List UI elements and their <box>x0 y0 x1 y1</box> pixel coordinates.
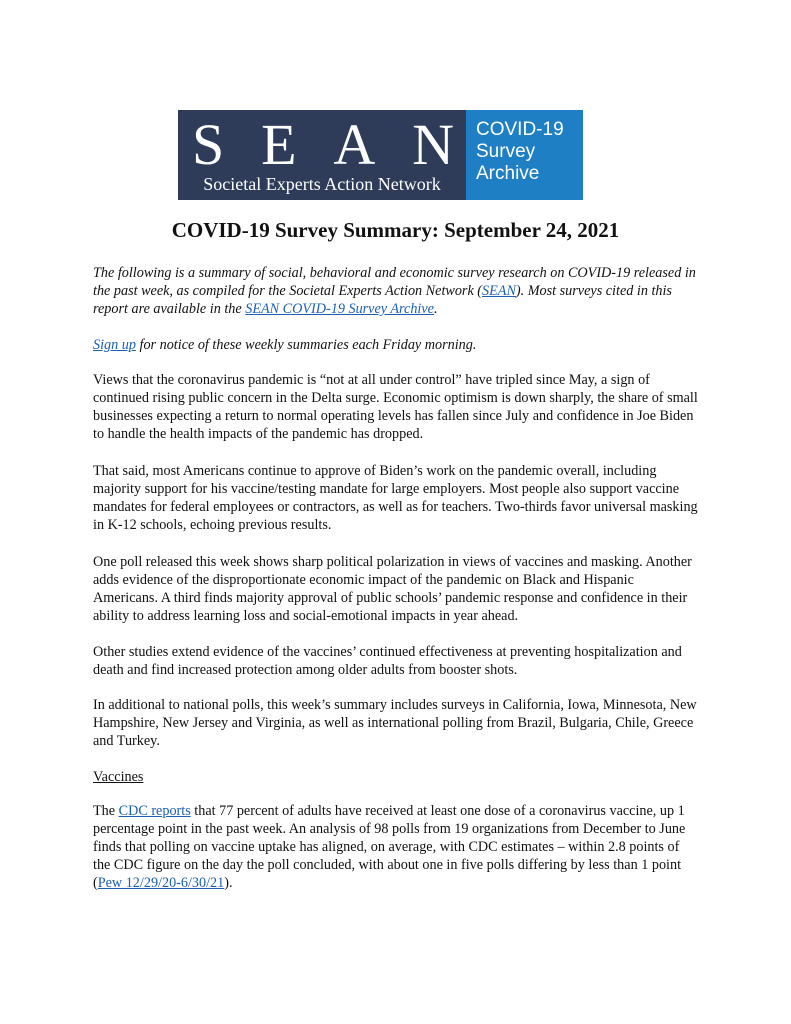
archive-link[interactable]: SEAN COVID-19 Survey Archive <box>245 301 434 317</box>
section-heading-vaccines: Vaccines <box>93 769 144 785</box>
summary-paragraph-4: Other studies extend evidence of the vaccines’ continued effectiveness at preventing hospitalization and death and find increased protection among older adults from booster shots. <box>93 644 682 678</box>
sean-link[interactable]: SEAN <box>482 283 516 299</box>
cdc-reports-link[interactable]: CDC reports <box>118 803 191 819</box>
summary-paragraph-5: In additional to national polls, this week’s summary includes surveys in California, Iowa, Minnesota, New Hampshire, New Jersey and Virginia, as well as international polling from Brazil, Bulgaria, Chile, Greece and Turkey. <box>93 697 697 749</box>
summary-paragraph-3: One poll released this week shows sharp political polarization in views of vaccines and masking. Another adds evidence of the disproportionate economic impact of the pandemic on Black and Hispanic Americans. A third finds majority approval of public schools’ pandemic response and confidence in their ability to address learning loss and social-emotional impacts in year ahead. <box>93 554 692 624</box>
archive-line-3: Archive <box>476 163 540 184</box>
vaccines-paragraph: The CDC reports that 77 percent of adults have received at least one dose of a coronavirus vaccine, up 1 percentage point in the past week. An analysis of 98 polls from 19 organizations from December to June finds that polling on vaccine uptake has aligned, on average, with CDC estimates – within 2.8 points of the CDC figure on the day the poll concluded, with about one in five polls differing by less than 1 point (Pew 12/29/20-6/30/21). <box>93 803 686 891</box>
archive-line-1: COVID-19 <box>476 119 564 140</box>
archive-badge <box>466 110 583 200</box>
summary-paragraph-2: That said, most Americans continue to approve of Biden’s work on the pandemic overall, including majority support for his vaccine/testing mandate for large employers. Most people also support vaccine mandates for federal employees or contractors, as well as for teachers. Two-thirds favor universal masking in K-12 schools, echoing previous results. <box>93 463 698 533</box>
page-title: COVID-19 Survey Summary: September 24, 2021 <box>171 218 620 242</box>
signup-paragraph: Sign up for notice of these weekly summaries each Friday morning. <box>93 337 477 353</box>
intro-paragraph: The following is a summary of social, behavioral and economic survey research on COVID-19 released in the past week, as compiled for the Societal Experts Action Network (SEAN). Most surveys cited in this report are available in the SEAN COVID-19 Survey Archive. <box>93 265 696 317</box>
archive-line-2: Survey <box>476 141 536 162</box>
signup-link[interactable]: Sign up <box>93 337 136 353</box>
org-name: Societal Experts Action Network <box>203 174 441 194</box>
summary-paragraph-1: Views that the coronavirus pandemic is “not at all under control” have tripled since May, a sign of continued rising public concern in the Delta surge. Economic optimism is down sharply, the share of small businesses expecting a return to normal operating levels has fallen since July and confidence in Joe Biden to handle the health impacts of the pandemic has dropped. <box>93 372 698 442</box>
pew-link[interactable]: Pew 12/29/20-6/30/21 <box>97 875 225 891</box>
sean-logo <box>178 110 466 200</box>
sean-logo-letters: S E A N <box>192 112 454 177</box>
sean-banner <box>178 110 583 200</box>
